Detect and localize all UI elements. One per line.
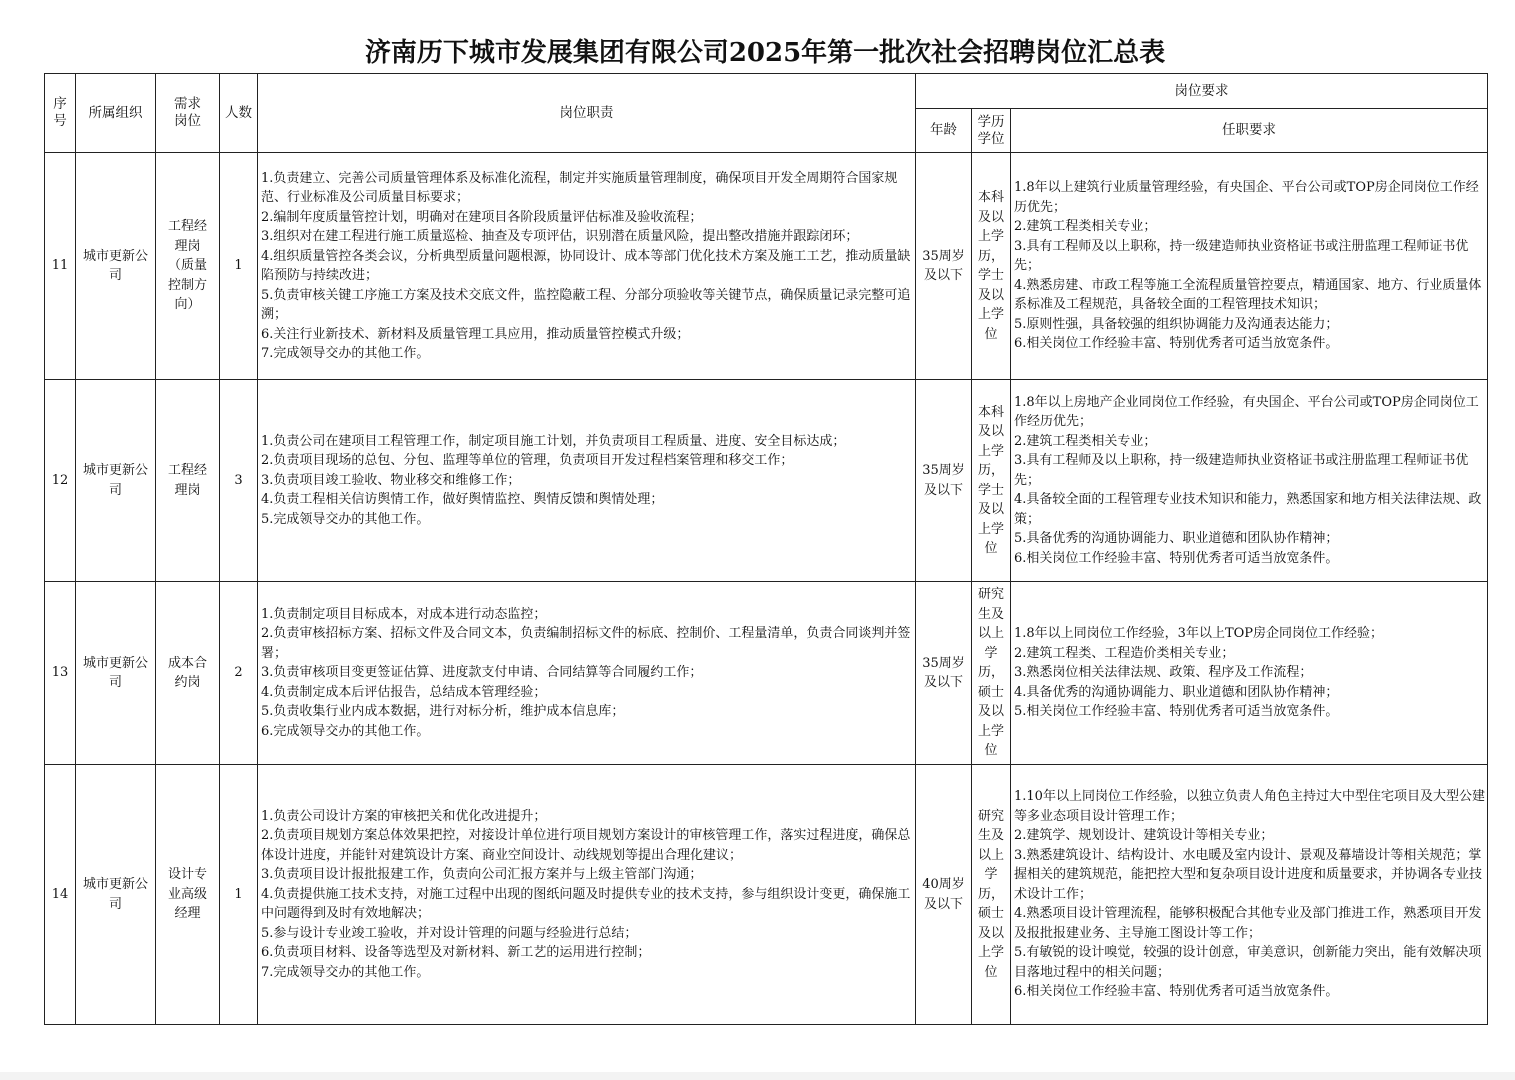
duty-item: 3.负责审核项目变更签证估算、进度款支付申请、合同结算等合同履约工作；: [261, 665, 703, 681]
row-count: 1: [220, 153, 258, 380]
row-edu: 研究生及以上学历，硕士及以上学位: [972, 765, 1011, 1025]
header-qual: 任职要求: [1011, 109, 1488, 153]
row-seq: 13: [45, 582, 76, 765]
qualification-item: 4.熟悉项目设计管理流程，能够积极配合其他专业及部门推进工作，熟悉项目开发及报批报建业务、主导施工图设计等工作；: [1014, 906, 1482, 941]
qualification-item: 3.熟悉岗位相关法律法规、政策、程序及工作流程；: [1014, 665, 1313, 681]
header-org: 所属组织: [76, 74, 156, 153]
qualification-item: 2.建筑学、规划设计、建筑设计等相关专业；: [1014, 828, 1274, 844]
row-post: 成本合约岗: [156, 582, 220, 765]
duty-item: 3.负责项目设计报批报建工作，负责向公司汇报方案并与上级主管部门沟通；: [261, 867, 703, 883]
duty-item: 1.负责公司设计方案的审核把关和优化改进提升；: [261, 808, 547, 824]
header-post: 需求岗位: [156, 74, 220, 153]
row-org: 城市更新公司: [76, 765, 156, 1025]
duty-item: 3.组织对在建工程进行施工质量巡检、抽查及专项评估，识别潜在质量风险，提出整改措施并跟踪闭环；: [261, 229, 859, 244]
row-org: 城市更新公司: [76, 582, 156, 765]
qualification-item: 4.熟悉房建、市政工程等施工全流程质量管控要点，精通国家、地方、行业质量体系标准及工程规范，具备较全面的工程管理技术知识；: [1014, 277, 1482, 313]
qualification-item: 6.相关岗位工作经验丰富、特别优秀者可适当放宽条件。: [1014, 550, 1339, 566]
duty-item: 5.负责审核关键工序施工方案及技术交底文件，监控隐蔽工程、分部分项验收等关键节点，确保质量记录完整可追溯；: [261, 287, 911, 322]
row-org: 城市更新公司: [76, 153, 156, 380]
row-seq: 14: [45, 765, 76, 1025]
table-row: [45, 153, 1488, 380]
duty-item: 6.完成领导交办的其他工作。: [261, 723, 430, 739]
row-post: 工程经理岗（质量控制方向）: [156, 153, 220, 380]
duty-item: 5.负责收集行业内成本数据，进行对标分析，维护成本信息库；: [261, 704, 625, 720]
row-count: 1: [220, 765, 258, 1025]
row-duty: [258, 765, 916, 1025]
recruitment-table: [44, 73, 1488, 1025]
qualification-item: 4.具备优秀的沟通协调能力、职业道德和团队协作精神；: [1014, 684, 1339, 700]
header-requirements: 岗位要求: [916, 74, 1488, 109]
row-seq: 12: [45, 380, 76, 582]
header-seq: 序号: [45, 74, 76, 153]
row-count: 3: [220, 380, 258, 582]
qualification-item: 2.建筑工程类、工程造价类相关专业；: [1014, 645, 1235, 661]
row-org: 城市更新公司: [76, 380, 156, 582]
duty-item: 7.完成领导交办的其他工作。: [261, 964, 430, 980]
duty-item: 4.负责制定成本后评估报告，总结成本管理经验；: [261, 684, 547, 700]
duty-item: 1.负责制定项目目标成本，对成本进行动态监控；: [261, 606, 547, 622]
qualification-item: 4.具备较全面的工程管理专业技术知识和能力，熟悉国家和地方相关法律法规、政策；: [1014, 492, 1482, 527]
row-qualifications: [1011, 765, 1488, 1025]
duty-item: 3.负责项目竣工验收、物业移交和维修工作；: [261, 472, 521, 488]
qualification-item: 2.建筑工程类相关专业；: [1014, 219, 1157, 235]
row-qualifications: [1011, 582, 1488, 765]
qualification-item: 5.具备优秀的沟通协调能力、职业道德和团队协作精神；: [1014, 531, 1339, 547]
row-qualifications: [1011, 153, 1488, 380]
qualification-item: 2.建筑工程类相关专业；: [1014, 433, 1157, 449]
header-duty: 岗位职责: [258, 74, 916, 153]
row-age: 40周岁及以下: [916, 765, 972, 1025]
duty-item: 4.负责工程相关信访舆情工作，做好舆情监控、舆情反馈和舆情处理；: [261, 492, 664, 508]
row-age: 35周岁及以下: [916, 153, 972, 380]
row-qualifications: [1011, 380, 1488, 582]
row-edu: 本科及以上学历，学士及以上学位: [972, 153, 1011, 380]
row-post: 设计专业高级经理: [156, 765, 220, 1025]
qualification-item: 3.具有工程师及以上职称，持一级建造师执业资格证书或注册监理工程师证书优先；: [1014, 453, 1469, 488]
qualification-item: 1.8年以上同岗位工作经验，3年以上TOP房企同岗位工作经验；: [1014, 626, 1384, 642]
qualification-item: 1.8年以上建筑行业质量管理经验，有央国企、平台公司或TOP房企同岗位工作经历优先；: [1014, 180, 1479, 215]
qualification-item: 3.熟悉建筑设计、结构设计、水电暖及室内设计、景观及幕墙设计等相关规范；掌握相关的建筑规范，能把控大型和复杂项目设计进度和质量要求，并协调各专业技术设计工作；: [1014, 847, 1483, 902]
duty-item: 6.负责项目材料、设备等选型及对新材料、新工艺的运用进行控制；: [261, 945, 651, 961]
row-edu: 研究生及以上学历，硕士及以上学位: [972, 582, 1011, 765]
row-duty: [258, 380, 916, 582]
qualification-item: 1.8年以上房地产企业同岗位工作经验，有央国企、平台公司或TOP房企同岗位工作经历优先；: [1014, 394, 1479, 430]
row-seq: 11: [45, 153, 76, 380]
duty-item: 1.负责建立、完善公司质量管理体系及标准化流程，制定并实施质量管理制度，确保项目开发全周期符合国家规范、行业标准及公司质量目标要求；: [261, 170, 898, 205]
duty-item: 2.编制年度质量管控计划，明确对在建项目各阶段质量评估标准及验收流程；: [261, 209, 703, 225]
table-row: [45, 582, 1488, 765]
header-age: 年龄: [916, 109, 972, 153]
duty-item: 5.完成领导交办的其他工作。: [261, 511, 430, 527]
qualification-item: 5.相关岗位工作经验丰富、特别优秀者可适当放宽条件。: [1014, 704, 1339, 720]
row-age: 35周岁及以下: [916, 380, 972, 582]
duty-item: 2.负责项目规划方案总体效果把控，对接设计单位进行项目规划方案设计的审核管理工作，落实过程进度，确保总体设计进度，并能针对建筑设计方案、商业空间设计、动线规划等提出合理化建议；: [261, 828, 911, 863]
bottom-scroll-area: [0, 1072, 1515, 1080]
document-title: 济南历下城市发展集团有限公司2025年第一批次社会招聘岗位汇总表: [364, 38, 1166, 68]
table-row: [45, 765, 1488, 1025]
qualification-item: 5.原则性强，具备较强的组织协调能力及沟通表达能力；: [1014, 316, 1339, 332]
qualification-item: 5.有敏锐的设计嗅觉，较强的设计创意，审美意识，创新能力突出，能有效解决项目落地过程中的相关问题；: [1014, 945, 1482, 980]
row-duty: [258, 582, 916, 765]
row-count: 2: [220, 582, 258, 765]
row-edu: 本科及以上学历，学士及以上学位: [972, 380, 1011, 582]
duty-item: 2.负责项目现场的总包、分包、监理等单位的管理，负责项目开发过程档案管理和移交工作；: [261, 453, 794, 469]
row-age: 35周岁及以下: [916, 582, 972, 765]
table-row: [45, 380, 1488, 582]
qualification-item: 3.具有工程师及以上职称，持一级建造师执业资格证书或注册监理工程师证书优先；: [1014, 238, 1469, 274]
duty-item: 1.负责公司在建项目工程管理工作，制定项目施工计划，并负责项目工程质量、进度、安全目标达成；: [261, 433, 846, 449]
duty-item: 4.组织质量管控各类会议，分析典型质量问题根源，协同设计、成本等部门优化技术方案及施工工艺，推动质量缺陷预防与持续改进；: [261, 248, 911, 283]
qualification-item: 6.相关岗位工作经验丰富、特别优秀者可适当放宽条件。: [1014, 336, 1339, 352]
duty-item: 4.负责提供施工技术支持，对施工过程中出现的图纸问题及时提供专业的技术支持，参与组织设计变更，确保施工中问题得到及时有效地解决；: [261, 886, 911, 922]
duty-item: 2.负责审核招标方案、招标文件及合同文本，负责编制招标文件的标底、控制价、工程量清单，负责合同谈判并签署；: [261, 626, 911, 661]
qualification-item: 6.相关岗位工作经验丰富、特别优秀者可适当放宽条件。: [1014, 984, 1339, 1000]
header-edu: 学历学位: [972, 109, 1011, 153]
duty-item: 5.参与设计专业竣工验收，并对设计管理的问题与经验进行总结；: [261, 925, 638, 941]
duty-item: 7.完成领导交办的其他工作。: [261, 346, 430, 361]
row-post: 工程经理岗: [156, 380, 220, 582]
row-duty: [258, 153, 916, 380]
qualification-item: 1.10年以上同岗位工作经验，以独立负责人角色主持过大中型住宅项目及大型公建等多业态项目设计管理工作；: [1014, 789, 1485, 824]
header-count: 人数: [220, 74, 258, 153]
duty-item: 6.关注行业新技术、新材料及质量管理工具应用，推动质量管控模式升级；: [261, 326, 690, 342]
